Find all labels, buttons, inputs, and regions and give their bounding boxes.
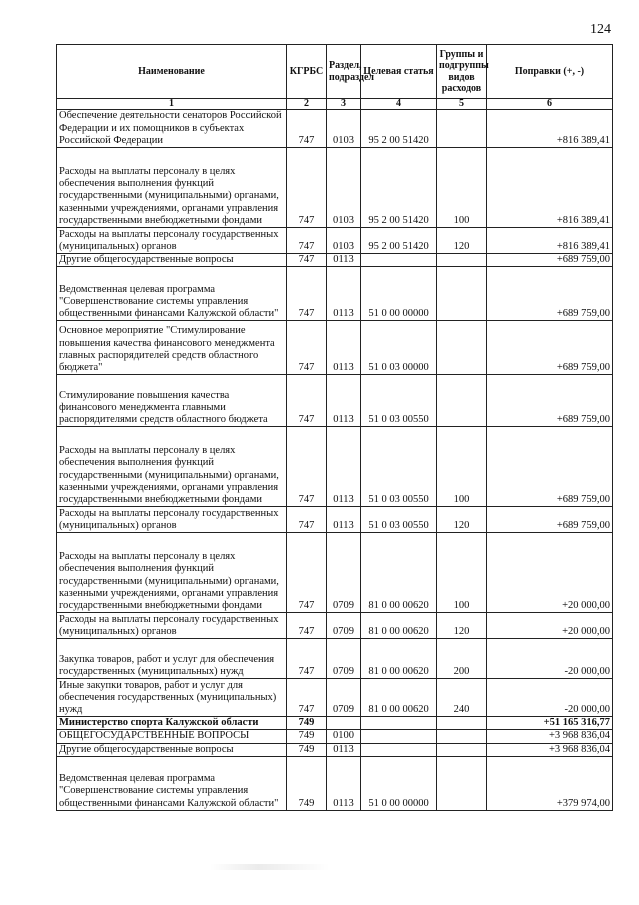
row-name: Стимулирование повышения качества финансового менеджмента главными распорядителями средств областного бюджета bbox=[57, 375, 287, 427]
row-kgrbs: 747 bbox=[287, 507, 327, 533]
row-amount: +816 389,41 bbox=[487, 110, 613, 148]
row-name: Расходы на выплаты персоналу государственных (муниципальных) органов bbox=[57, 507, 287, 533]
row-section: 0113 bbox=[327, 507, 361, 533]
table-row bbox=[57, 507, 613, 533]
col-number: 1 bbox=[57, 99, 287, 110]
row-name: Другие общегосударственные вопросы bbox=[57, 743, 287, 756]
row-kgrbs: 747 bbox=[287, 254, 327, 267]
row-group: 240 bbox=[437, 679, 487, 717]
scan-smudge bbox=[210, 864, 330, 870]
row-group: 120 bbox=[437, 228, 487, 254]
row-amount: +20 000,00 bbox=[487, 613, 613, 639]
row-amount: +20 000,00 bbox=[487, 533, 613, 613]
row-target: 81 0 00 00620 bbox=[361, 679, 437, 717]
row-target bbox=[361, 743, 437, 756]
row-group bbox=[437, 717, 487, 730]
row-name: Расходы на выплаты персоналу в целях обеспечения выполнения функций государственными (муниципальными) органами, казенными учреждениями, органами управления государственными внебюджетными фондами bbox=[57, 148, 287, 228]
row-group: 120 bbox=[437, 507, 487, 533]
header-kgrbs: КГРБС bbox=[287, 45, 327, 99]
table-header-row bbox=[57, 45, 613, 99]
table-row bbox=[57, 533, 613, 613]
row-section: 0100 bbox=[327, 730, 361, 743]
column-number-row bbox=[57, 99, 613, 110]
row-group: 100 bbox=[437, 148, 487, 228]
row-group bbox=[437, 743, 487, 756]
row-group bbox=[437, 254, 487, 267]
table-row bbox=[57, 679, 613, 717]
row-kgrbs: 747 bbox=[287, 110, 327, 148]
header-groups: Группы и подгруппы видов расходов bbox=[437, 45, 487, 99]
row-group: 120 bbox=[437, 613, 487, 639]
row-name: Основное мероприятие "Стимулирование повышения качества финансового менеджмента главных распорядителей средств областного бюджета" bbox=[57, 321, 287, 375]
row-name: Другие общегосударственные вопросы bbox=[57, 254, 287, 267]
table-row bbox=[57, 743, 613, 756]
row-amount: +689 759,00 bbox=[487, 427, 613, 507]
budget-amendments-table bbox=[56, 44, 613, 811]
row-target bbox=[361, 717, 437, 730]
row-amount: +689 759,00 bbox=[487, 507, 613, 533]
row-kgrbs: 747 bbox=[287, 321, 327, 375]
row-group bbox=[437, 321, 487, 375]
header-target: Целевая статья bbox=[361, 45, 437, 99]
col-number: 3 bbox=[327, 99, 361, 110]
row-kgrbs: 747 bbox=[287, 148, 327, 228]
row-section: 0103 bbox=[327, 228, 361, 254]
table-row bbox=[57, 613, 613, 639]
table-row bbox=[57, 228, 613, 254]
header-amendments: Поправки (+, -) bbox=[487, 45, 613, 99]
row-section: 0113 bbox=[327, 756, 361, 810]
row-target: 81 0 00 00620 bbox=[361, 639, 437, 679]
table-row bbox=[57, 639, 613, 679]
row-kgrbs: 747 bbox=[287, 427, 327, 507]
row-kgrbs: 749 bbox=[287, 717, 327, 730]
row-amount: +51 165 316,77 bbox=[487, 717, 613, 730]
row-group bbox=[437, 267, 487, 321]
row-group bbox=[437, 375, 487, 427]
row-target: 81 0 00 00620 bbox=[361, 613, 437, 639]
row-section: 0113 bbox=[327, 427, 361, 507]
row-name: Закупка товаров, работ и услуг для обеспечения государственных (муниципальных) нужд bbox=[57, 639, 287, 679]
row-amount: -20 000,00 bbox=[487, 639, 613, 679]
row-section: 0709 bbox=[327, 613, 361, 639]
col-number: 2 bbox=[287, 99, 327, 110]
table-row bbox=[57, 717, 613, 730]
table-row bbox=[57, 254, 613, 267]
row-target: 95 2 00 51420 bbox=[361, 228, 437, 254]
row-group bbox=[437, 730, 487, 743]
row-name: Расходы на выплаты персоналу в целях обеспечения выполнения функций государственными (муниципальными) органами, казенными учреждениями, органами управления государственными внебюджетными фондами bbox=[57, 533, 287, 613]
row-section: 0709 bbox=[327, 639, 361, 679]
row-kgrbs: 749 bbox=[287, 756, 327, 810]
header-section: Раздел, подраздел bbox=[327, 45, 361, 99]
row-target bbox=[361, 730, 437, 743]
row-section: 0113 bbox=[327, 743, 361, 756]
table-row bbox=[57, 110, 613, 148]
row-group: 200 bbox=[437, 639, 487, 679]
row-amount: +689 759,00 bbox=[487, 321, 613, 375]
row-group bbox=[437, 756, 487, 810]
row-name: ОБЩЕГОСУДАРСТВЕННЫЕ ВОПРОСЫ bbox=[57, 730, 287, 743]
row-amount: +689 759,00 bbox=[487, 267, 613, 321]
row-target: 51 0 00 00000 bbox=[361, 267, 437, 321]
row-kgrbs: 747 bbox=[287, 679, 327, 717]
row-amount: +689 759,00 bbox=[487, 254, 613, 267]
table-row bbox=[57, 375, 613, 427]
table-row bbox=[57, 321, 613, 375]
row-section: 0113 bbox=[327, 375, 361, 427]
row-target: 95 2 00 51420 bbox=[361, 110, 437, 148]
row-name: Расходы на выплаты персоналу государственных (муниципальных) органов bbox=[57, 228, 287, 254]
row-section: 0709 bbox=[327, 533, 361, 613]
col-number: 6 bbox=[487, 99, 613, 110]
row-name: Расходы на выплаты персоналу государственных (муниципальных) органов bbox=[57, 613, 287, 639]
col-number: 5 bbox=[437, 99, 487, 110]
row-group: 100 bbox=[437, 427, 487, 507]
table-row bbox=[57, 267, 613, 321]
row-target: 51 0 03 00550 bbox=[361, 427, 437, 507]
row-name: Обеспечение деятельности сенаторов Российской Федерации и их помощников в субъектах Российской Федерации bbox=[57, 110, 287, 148]
row-section: 0709 bbox=[327, 679, 361, 717]
row-kgrbs: 747 bbox=[287, 375, 327, 427]
row-amount: +816 389,41 bbox=[487, 228, 613, 254]
row-target: 51 0 03 00550 bbox=[361, 375, 437, 427]
header-name: Наименование bbox=[57, 45, 287, 99]
page-number: 124 bbox=[590, 22, 611, 37]
table-row bbox=[57, 148, 613, 228]
row-section: 0113 bbox=[327, 254, 361, 267]
row-kgrbs: 747 bbox=[287, 267, 327, 321]
row-section: 0113 bbox=[327, 267, 361, 321]
row-kgrbs: 747 bbox=[287, 639, 327, 679]
row-target: 81 0 00 00620 bbox=[361, 533, 437, 613]
row-name: Ведомственная целевая программа "Совершенствование системы управления общественными финансами Калужской области" bbox=[57, 267, 287, 321]
row-kgrbs: 749 bbox=[287, 730, 327, 743]
col-number: 4 bbox=[361, 99, 437, 110]
row-section: 0113 bbox=[327, 321, 361, 375]
row-kgrbs: 747 bbox=[287, 228, 327, 254]
row-amount: +379 974,00 bbox=[487, 756, 613, 810]
row-kgrbs: 749 bbox=[287, 743, 327, 756]
table-row bbox=[57, 730, 613, 743]
row-target: 51 0 03 00000 bbox=[361, 321, 437, 375]
row-amount: +816 389,41 bbox=[487, 148, 613, 228]
row-kgrbs: 747 bbox=[287, 533, 327, 613]
row-name: Ведомственная целевая программа "Совершенствование системы управления общественными финансами Калужской области" bbox=[57, 756, 287, 810]
row-target: 51 0 03 00550 bbox=[361, 507, 437, 533]
row-target: 95 2 00 51420 bbox=[361, 148, 437, 228]
row-kgrbs: 747 bbox=[287, 613, 327, 639]
row-group: 100 bbox=[437, 533, 487, 613]
row-section: 0103 bbox=[327, 148, 361, 228]
row-amount: +3 968 836,04 bbox=[487, 730, 613, 743]
row-amount: -20 000,00 bbox=[487, 679, 613, 717]
row-group bbox=[437, 110, 487, 148]
row-name: Министерство спорта Калужской области bbox=[57, 717, 287, 730]
row-amount: +3 968 836,04 bbox=[487, 743, 613, 756]
row-section bbox=[327, 717, 361, 730]
table-row bbox=[57, 756, 613, 810]
row-section: 0103 bbox=[327, 110, 361, 148]
table-body bbox=[57, 110, 613, 811]
table-row bbox=[57, 427, 613, 507]
row-target: 51 0 00 00000 bbox=[361, 756, 437, 810]
row-target bbox=[361, 254, 437, 267]
row-amount: +689 759,00 bbox=[487, 375, 613, 427]
row-name: Иные закупки товаров, работ и услуг для обеспечения государственных (муниципальных) нужд bbox=[57, 679, 287, 717]
row-name: Расходы на выплаты персоналу в целях обеспечения выполнения функций государственными (муниципальными) органами, казенными учреждениями, органами управления государственными внебюджетными фондами bbox=[57, 427, 287, 507]
